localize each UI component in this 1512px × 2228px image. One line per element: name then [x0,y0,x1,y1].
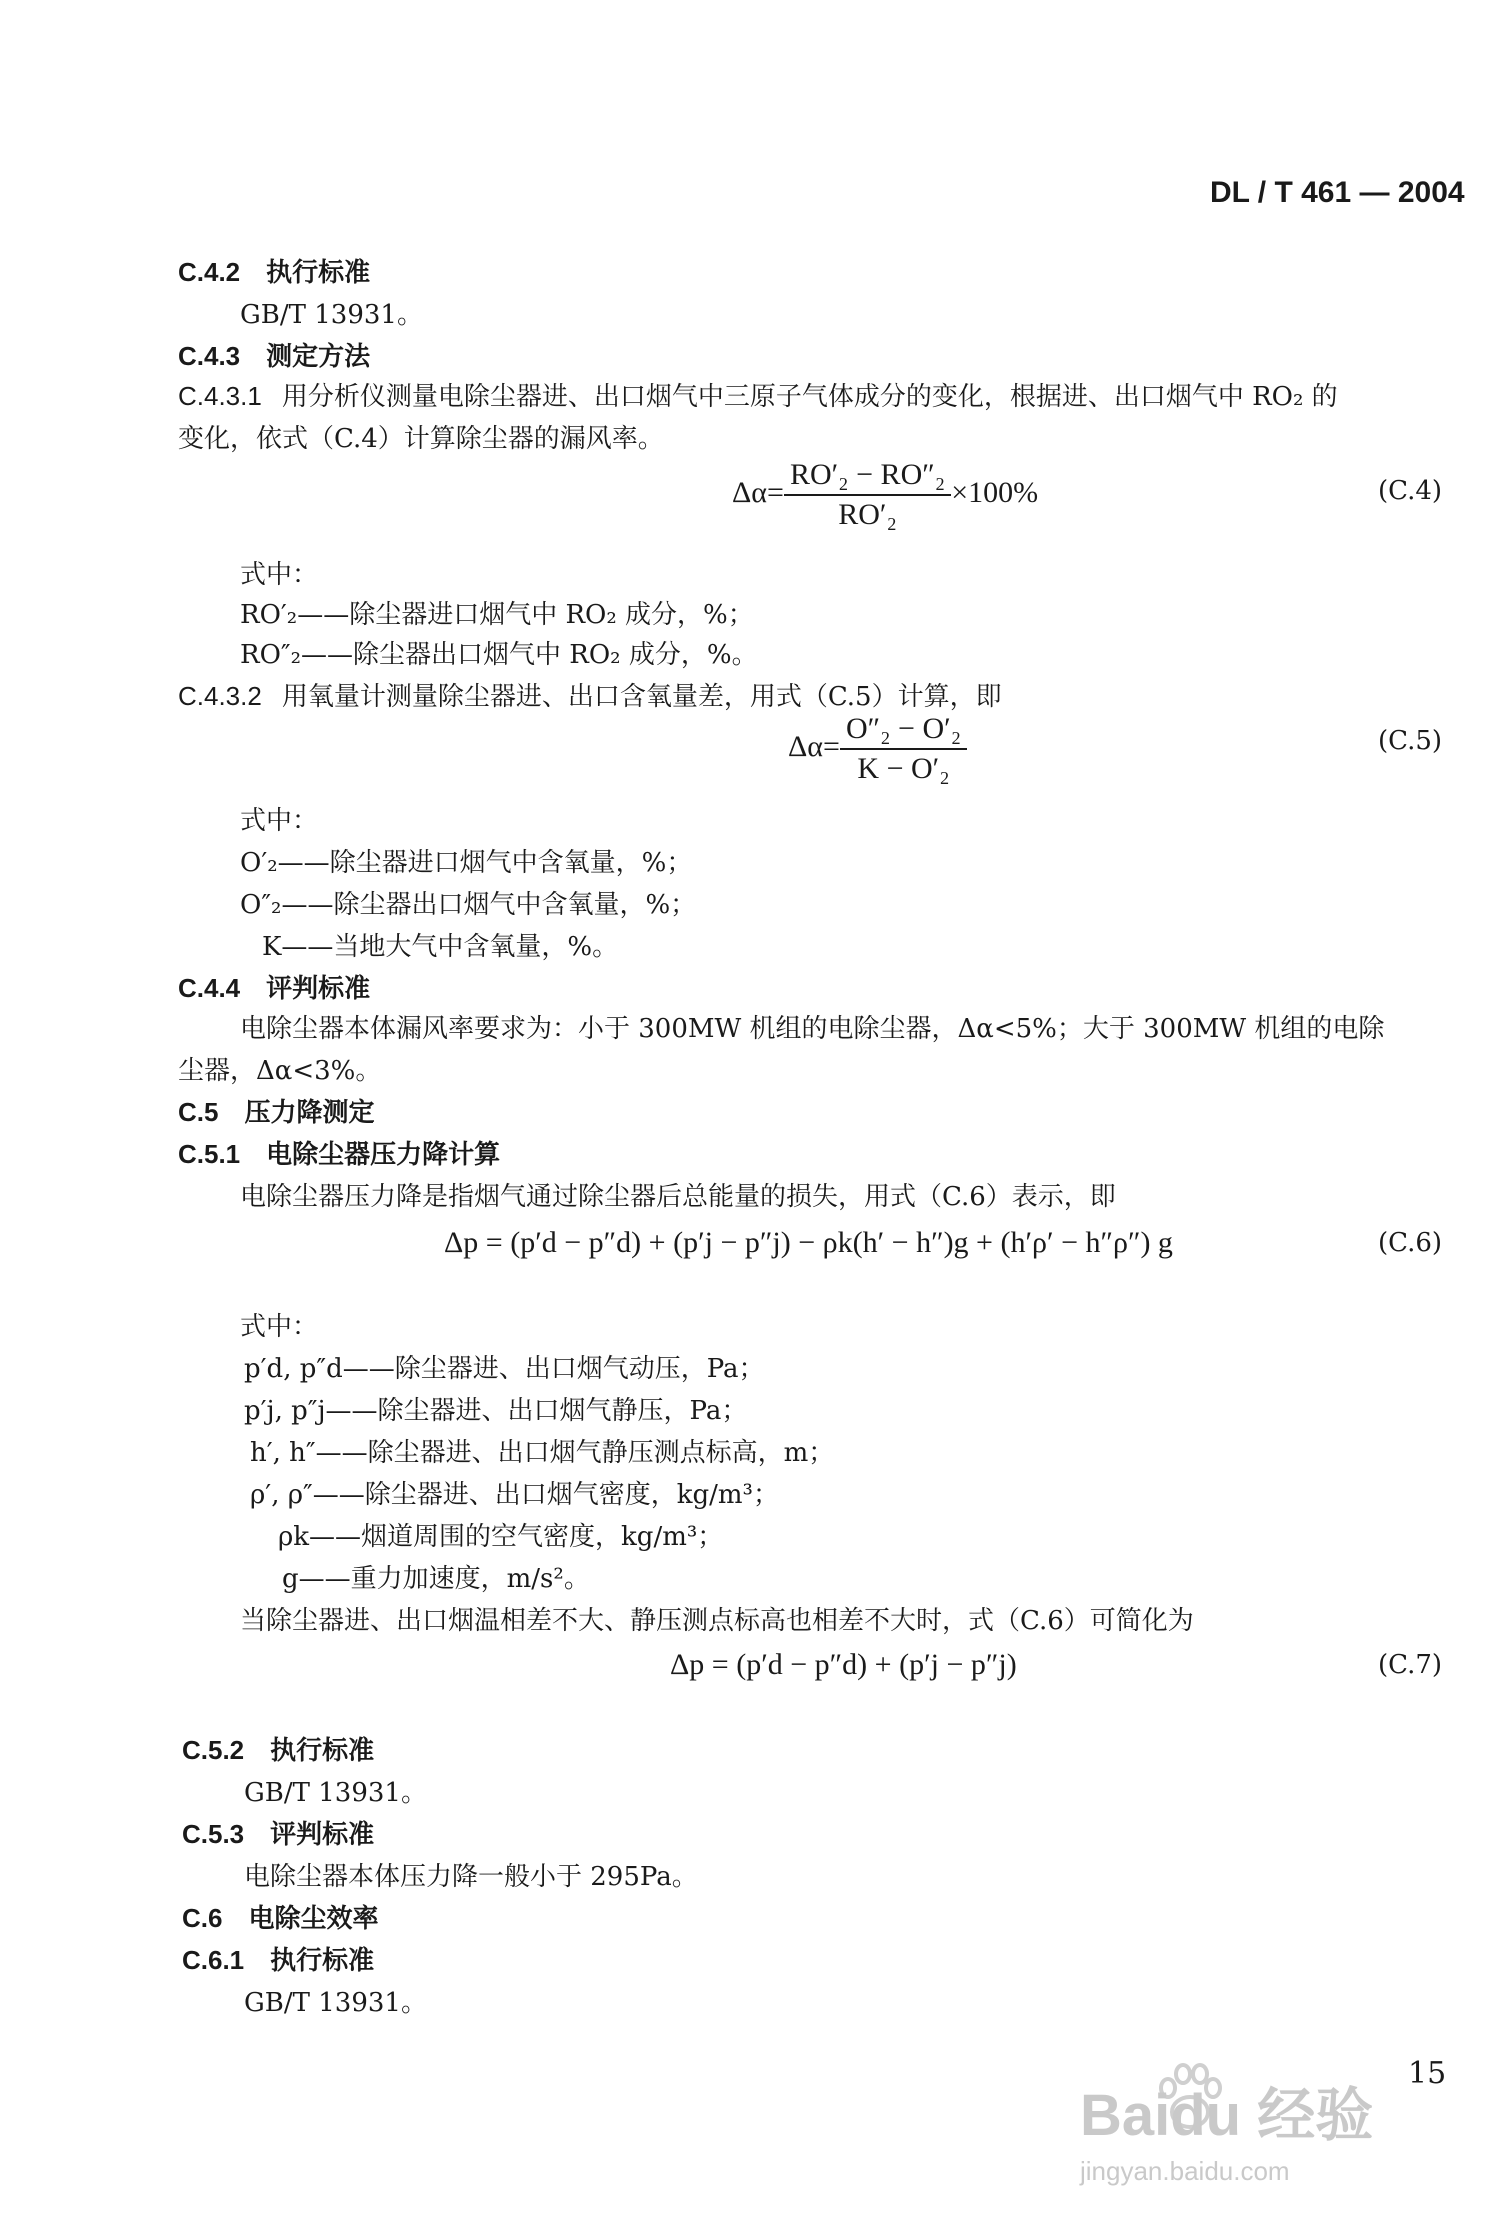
formula-c4 [732,458,1038,532]
heading-c6 [182,1898,378,1935]
heading-title: 评判标准 [266,974,371,1004]
clause-text: 用氧量计测量除尘器进、出口含氧量差，用式（C.5）计算，即 [281,682,1002,712]
heading-title: 执行标准 [270,1946,375,1976]
definition: RO′₂——除尘器进口烟气中 RO₂ 成分，%； [240,600,754,630]
formula-c5 [788,712,967,786]
standard-id: DL / T 461 — 2004 [1210,176,1465,209]
watermark-brand: Baidu 经验 [1080,2083,1374,2148]
formula-c6: Δp = (p′d − p″d) + (p′j − p″j) − ρk(h′ − h″)g + (h′ρ′ − h″ρ″) g [444,1226,1173,1259]
paragraph: GB/T 13931。 [240,300,423,330]
heading-c443 [178,336,370,373]
heading-c53 [182,1814,374,1851]
heading-c444 [178,968,370,1005]
paragraph: GB/T 13931。 [244,1778,427,1808]
heading-number: C.6 [182,1903,223,1933]
heading-title: 执行标准 [266,258,371,288]
heading-title: 压力降测定 [244,1098,375,1128]
fraction-denominator: K − O′₂ [857,752,950,785]
definition: p′d, p″d——除尘器进、出口烟气动压，Pa； [244,1354,765,1384]
heading-title: 评判标准 [270,1820,375,1850]
clause-number: C.4.3.1 [178,381,262,411]
paragraph-line: 当除尘器进、出口烟温相差不大、静压测点标高也相差不大时，式（C.6）可简化为 [240,1606,1194,1636]
definition: p′j, p″j——除尘器进、出口烟气静压，Pa； [244,1396,748,1426]
definition: g——重力加速度，m/s²。 [282,1564,590,1594]
paragraph-c4431 [178,376,1338,413]
definition: O″₂——除尘器出口烟气中含氧量，%； [240,890,697,920]
where-label: 式中： [240,560,319,590]
equation-number: (C.5) [1378,726,1443,756]
fraction-denominator: RO′₂ [838,498,897,531]
fraction-numerator: O″₂ − O′₂ [840,712,967,750]
fraction-numerator: RO′₂ − RO″₂ [784,458,951,496]
heading-number: C.6.1 [182,1945,245,1975]
heading-title: 电除尘效率 [248,1904,379,1934]
heading-title: 电除尘器压力降计算 [266,1140,501,1170]
heading-title: 执行标准 [270,1736,375,1766]
formula-fraction [840,712,967,786]
heading-number: C.4.3 [178,341,241,371]
definition: O′₂——除尘器进口烟气中含氧量，%； [240,848,693,878]
equation-number: (C.4) [1378,476,1443,506]
paragraph-c4432 [178,676,1002,713]
heading-c5 [178,1092,374,1129]
paragraph: 电除尘器本体压力降一般小于 295Pa。 [244,1862,698,1892]
definition: RO″₂——除尘器出口烟气中 RO₂ 成分，%。 [240,640,758,670]
formula-fraction [784,458,951,532]
clause-text: 用分析仪测量电除尘器进、出口烟气中三原子气体成分的变化，根据进、出口烟气中 RO₂ 的 [281,382,1338,412]
paragraph-line: 电除尘器本体漏风率要求为：小于 300MW 机组的电除尘器，Δα<5%；大于 300MW 机组的电除 [240,1014,1385,1044]
formula-c7: Δp = (p′d − p″d) + (p′j − p″j) [670,1648,1017,1681]
equation-number: (C.7) [1378,1650,1443,1680]
heading-title: 测定方法 [266,342,371,372]
where-label: 式中： [240,1312,319,1342]
heading-number: C.5.3 [182,1819,245,1849]
watermark-url: jingyan.baidu.com [1080,2156,1290,2186]
paragraph-line: 尘器，Δα<3%。 [178,1056,382,1086]
heading-c51 [178,1134,500,1171]
equation-number: (C.6) [1378,1228,1443,1258]
definition: h′, h″——除尘器进、出口烟气静压测点标高，m； [250,1438,835,1468]
clause-number: C.4.3.2 [178,681,262,711]
definition: ρ′, ρ″——除尘器进、出口烟气密度，kg/m³； [250,1480,779,1510]
heading-number: C.4.4 [178,973,241,1003]
heading-c442 [178,252,370,289]
heading-number: C.5 [178,1097,219,1127]
page-number: 15 [1408,2056,1447,2091]
definition: ρk——烟道周围的空气密度，kg/m³； [278,1522,724,1552]
heading-c52 [182,1730,374,1767]
heading-number: C.4.2 [178,257,241,287]
paragraph-line: 电除尘器压力降是指烟气通过除尘器后总能量的损失，用式（C.6）表示，即 [240,1182,1116,1212]
formula-tail: ×100% [951,475,1039,509]
definition: K——当地大气中含氧量，%。 [262,932,619,962]
heading-c61 [182,1940,374,1977]
where-label: 式中： [240,806,319,836]
heading-number: C.5.1 [178,1139,241,1169]
paragraph-line: 变化，依式（C.4）计算除尘器的漏风率。 [178,424,664,454]
formula-lhs: Δα= [732,475,784,509]
formula-lhs: Δα= [788,729,840,763]
paragraph: GB/T 13931。 [244,1988,427,2018]
heading-number: C.5.2 [182,1735,245,1765]
